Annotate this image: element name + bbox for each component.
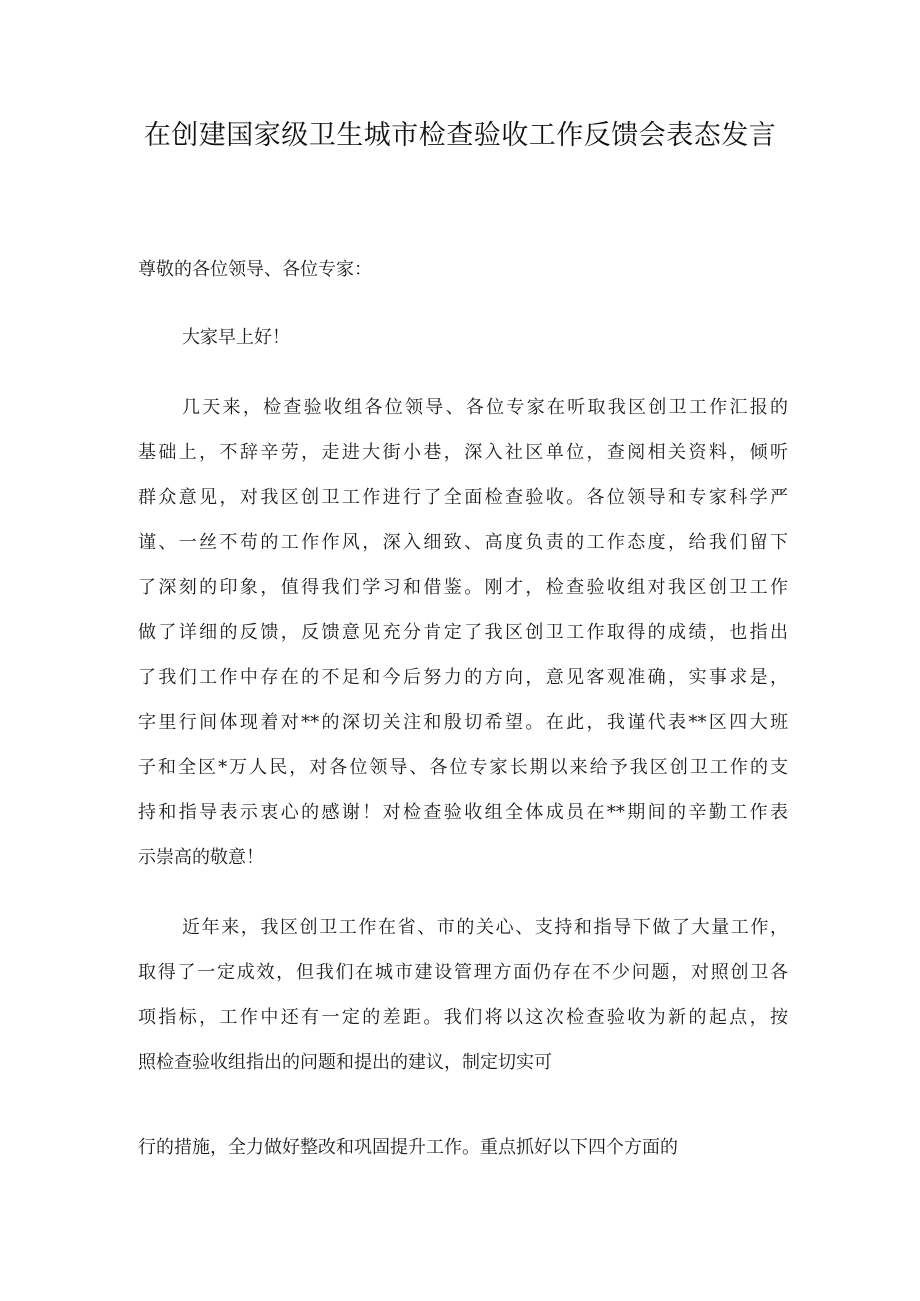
paragraph2-line: 照检查验收组指出的问题和提出的建议，制定切实可 (138, 1052, 552, 1073)
paragraph2-line: 行的措施，全力做好整改和巩固提升工作。重点抓好以下四个方面的 (138, 1137, 678, 1158)
paragraph1-line: 基础上，不辞辛劳，走进大街小巷，深入社区单位，查阅相关资料，倾听 (138, 442, 788, 463)
paragraph1-line: 子和全区*万人民，对各位领导、各位专家长期以来给予我区创卫工作的支 (138, 757, 788, 778)
paragraph1-line: 谨、一丝不苟的工作作风，深入细致、高度负责的工作态度，给我们留下 (138, 532, 788, 553)
paragraph2-line: 项指标，工作中还有一定的差距。我们将以这次检查验收为新的起点，按 (138, 1007, 788, 1028)
paragraph2-line: 取得了一定成效，但我们在城市建设管理方面仍存在不少问题，对照创卫各 (138, 962, 788, 983)
salutation: 尊敬的各位领导、各位专家： (138, 259, 372, 280)
paragraph1-line: 了深刻的印象，值得我们学习和借鉴。刚才，检查验收组对我区创卫工作 (138, 577, 788, 598)
paragraph1-line: 群众意见，对我区创卫工作进行了全面检查验收。各位领导和专家科学严 (138, 487, 788, 508)
paragraph2-line: 近年来，我区创卫工作在省、市的关心、支持和指导下做了大量工作， (182, 917, 788, 938)
paragraph1-line: 几天来，检查验收组各位领导、各位专家在听取我区创卫工作汇报的 (182, 397, 788, 418)
paragraph1-line: 做了详细的反馈，反馈意见充分肯定了我区创卫工作取得的成绩，也指出 (138, 622, 788, 643)
paragraph1-line: 了我们工作中存在的不足和今后努力的方向，意见客观准确，实事求是， (138, 667, 788, 688)
paragraph1-line: 示崇高的敬意！ (138, 847, 264, 868)
paragraph1-line: 字里行间体现着对**的深切关注和殷切希望。在此，我谨代表**区四大班 (138, 712, 788, 733)
paragraph1-line: 持和指导表示衷心的感谢！对检查验收组全体成员在**期间的辛勤工作表 (138, 802, 788, 823)
greeting: 大家早上好！ (182, 327, 290, 348)
document-title: 在创建国家级卫生城市检查验收工作反馈会表态发言 (143, 120, 777, 151)
